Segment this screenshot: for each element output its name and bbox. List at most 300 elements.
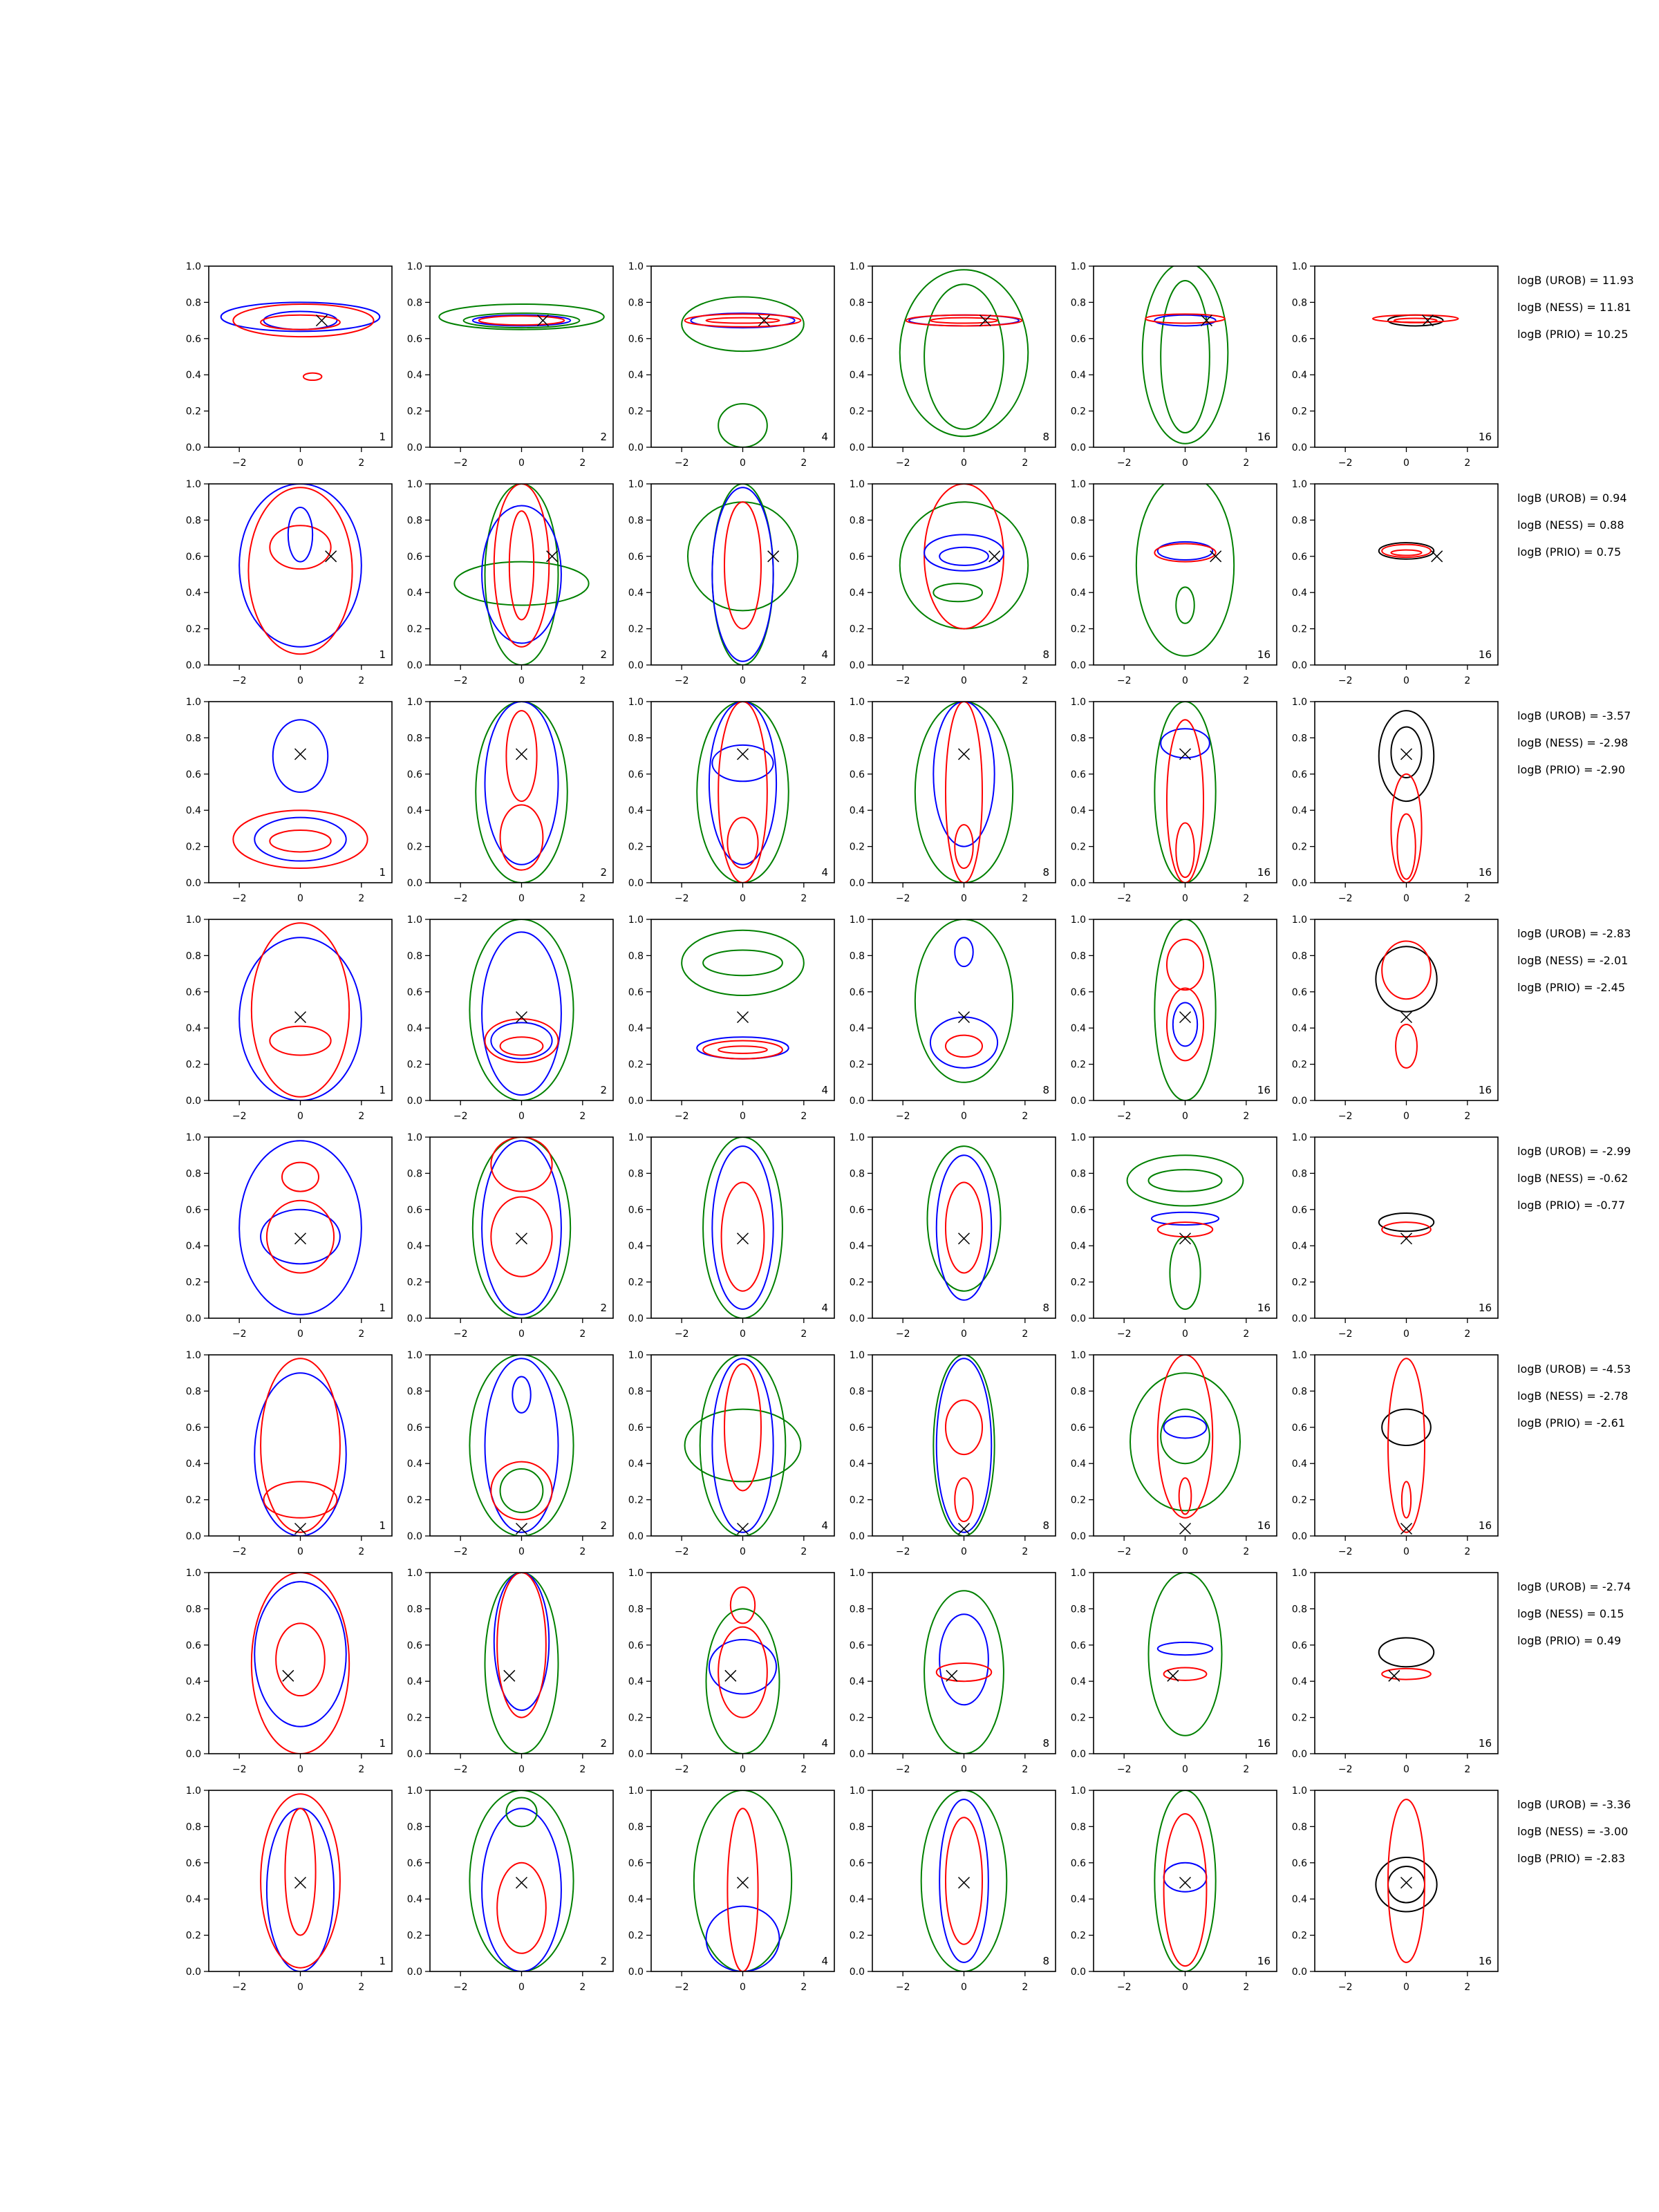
- x-tick-label: −2: [674, 458, 689, 469]
- panel-label: 1: [379, 1302, 386, 1314]
- x-tick-label: 0: [1403, 675, 1409, 686]
- y-tick-label: 0.6: [628, 986, 644, 998]
- y-tick-label: 0.0: [406, 660, 422, 671]
- y-tick-label: 0.4: [628, 1241, 644, 1253]
- contour-panel: [850, 261, 1056, 469]
- y-tick-label: 0.8: [628, 1821, 644, 1833]
- y-tick-label: 0.0: [628, 1531, 644, 1542]
- x-tick-label: 0: [1403, 893, 1409, 904]
- panel-label: 8: [1042, 1302, 1049, 1314]
- contour-line-blue: [482, 1141, 561, 1315]
- x-tick-label: 2: [358, 1111, 365, 1122]
- x-tick-label: 0: [1403, 1329, 1409, 1340]
- x-tick-label: 2: [1243, 1111, 1250, 1122]
- contour-line-red: [1396, 1024, 1417, 1068]
- y-tick-label: 0.0: [185, 1749, 201, 1760]
- y-tick-label: 0.4: [1070, 1894, 1086, 1906]
- x-tick-label: 2: [1243, 1764, 1250, 1775]
- y-tick-label: 0.0: [628, 1749, 644, 1760]
- contour-line-green: [1127, 1155, 1244, 1206]
- y-tick-label: 0.0: [406, 1749, 422, 1760]
- panel-label: 1: [379, 648, 386, 661]
- x-tick-label: −2: [232, 1982, 247, 1993]
- y-tick-label: 0.8: [406, 1604, 422, 1615]
- logb-annotation: logB (UROB) = -2.83: [1517, 927, 1631, 940]
- contour-panel: [186, 479, 392, 686]
- contour-line-blue: [482, 932, 561, 1095]
- contour-line-red: [267, 1201, 334, 1273]
- contour-line-red: [479, 316, 565, 325]
- contour-line-red: [955, 1478, 973, 1521]
- y-tick-label: 1.0: [1070, 1132, 1086, 1143]
- panel-label: 4: [821, 431, 828, 443]
- x-tick-label: 0: [1403, 458, 1409, 469]
- contour-panel: [850, 1132, 1056, 1340]
- y-tick-label: 0.8: [185, 1604, 201, 1615]
- true-value-marker: [295, 1877, 306, 1888]
- contour-line-red: [906, 315, 1022, 326]
- y-tick-label: 0.4: [185, 1241, 201, 1253]
- y-tick-label: 0.6: [1291, 1422, 1307, 1434]
- contour-panel: [186, 1785, 392, 1993]
- contour-line-green: [1149, 1170, 1222, 1191]
- y-tick-label: 0.8: [406, 297, 422, 309]
- y-tick-label: 1.0: [849, 1350, 865, 1361]
- contour-line-red: [706, 318, 780, 324]
- y-tick-label: 0.4: [1070, 370, 1086, 382]
- y-tick-label: 0.0: [1070, 1967, 1086, 1978]
- x-tick-label: 2: [800, 1546, 807, 1557]
- true-value-marker: [959, 749, 970, 760]
- y-tick-label: 0.0: [849, 1749, 865, 1760]
- y-tick-label: 0.6: [406, 1422, 422, 1434]
- contour-panel: [186, 1350, 392, 1557]
- y-tick-label: 0.6: [1291, 333, 1307, 345]
- contour-line-green: [697, 702, 789, 883]
- contour-line-blue: [221, 302, 380, 331]
- x-tick-label: −2: [895, 1982, 910, 1993]
- contour-line-red: [270, 1027, 330, 1056]
- y-tick-label: 0.2: [628, 1712, 644, 1724]
- y-tick-label: 0.4: [1291, 1894, 1307, 1906]
- y-tick-label: 0.2: [628, 1494, 644, 1506]
- x-tick-label: −2: [453, 675, 468, 686]
- x-tick-label: 2: [579, 1982, 586, 1993]
- x-tick-label: −2: [1116, 458, 1132, 469]
- y-tick-label: 0.0: [406, 1967, 422, 1978]
- contour-line-red: [946, 702, 982, 883]
- y-tick-label: 0.6: [185, 986, 201, 998]
- y-tick-label: 0.4: [849, 1459, 865, 1470]
- true-value-marker: [1180, 1877, 1191, 1888]
- y-tick-label: 0.6: [406, 986, 422, 998]
- axes-frame: [1094, 1355, 1277, 1536]
- y-tick-label: 0.0: [1070, 1531, 1086, 1542]
- plot-area: [1379, 1213, 1434, 1244]
- x-tick-label: 2: [1464, 893, 1471, 904]
- x-tick-label: 2: [1464, 458, 1471, 469]
- contour-line-red: [500, 1037, 543, 1055]
- y-tick-label: 0.4: [1291, 805, 1307, 817]
- y-tick-label: 0.2: [849, 624, 865, 635]
- contour-line-red: [722, 1183, 765, 1291]
- y-tick-label: 0.2: [849, 1712, 865, 1724]
- contour-line-red: [1158, 1355, 1213, 1518]
- y-tick-label: 0.8: [406, 1386, 422, 1398]
- logb-annotation: logB (PRIO) = -0.77: [1517, 1199, 1625, 1212]
- y-tick-label: 1.0: [628, 697, 644, 708]
- y-tick-label: 0.2: [1291, 406, 1307, 418]
- y-tick-label: 0.8: [849, 1168, 865, 1180]
- contour-line-red: [727, 1808, 758, 1971]
- x-tick-label: 0: [1182, 1329, 1188, 1340]
- contour-panel: [850, 1350, 1056, 1557]
- true-value-marker: [1401, 1877, 1412, 1888]
- y-tick-label: 0.6: [628, 1204, 644, 1216]
- contour-line-black: [1376, 1857, 1436, 1912]
- axes-frame: [872, 1355, 1056, 1536]
- x-tick-label: 2: [358, 1329, 365, 1340]
- x-tick-label: 2: [579, 893, 586, 904]
- contour-panel: [1071, 1785, 1277, 1993]
- x-tick-label: 0: [518, 1982, 525, 1993]
- y-tick-label: 0.2: [1070, 1277, 1086, 1288]
- x-tick-label: 2: [1022, 1329, 1029, 1340]
- panel-label: 16: [1257, 1955, 1271, 1967]
- y-tick-label: 0.6: [628, 1422, 644, 1434]
- contour-line-red: [233, 810, 367, 868]
- x-tick-label: −2: [232, 1546, 247, 1557]
- y-tick-label: 0.4: [849, 370, 865, 382]
- plot-area: [1379, 1638, 1434, 1681]
- contour-panel: [407, 261, 613, 469]
- axes-frame: [651, 1355, 834, 1536]
- contour-panel: [407, 1132, 613, 1340]
- plot-area: [1382, 1358, 1431, 1534]
- y-tick-label: 0.8: [628, 515, 644, 527]
- axes-frame: [1094, 1790, 1277, 1971]
- x-tick-label: 0: [740, 1546, 746, 1557]
- y-tick-label: 0.0: [849, 1313, 865, 1324]
- contour-line-red: [946, 1183, 982, 1273]
- x-tick-label: 2: [800, 1982, 807, 1993]
- figure-row: [186, 475, 1627, 686]
- panel-label: 16: [1257, 648, 1271, 661]
- true-value-marker: [1180, 1524, 1191, 1535]
- y-tick-label: 0.6: [406, 1640, 422, 1651]
- contour-line-red: [1391, 774, 1421, 883]
- y-tick-label: 0.6: [849, 1640, 865, 1651]
- y-tick-label: 0.4: [1070, 1676, 1086, 1688]
- y-tick-label: 0.8: [1070, 515, 1086, 527]
- axes-frame: [209, 1137, 392, 1318]
- y-tick-label: 0.6: [185, 1640, 201, 1651]
- y-tick-label: 0.4: [1070, 1023, 1086, 1035]
- y-tick-label: 0.2: [628, 1059, 644, 1071]
- y-tick-label: 1.0: [185, 1785, 201, 1797]
- y-tick-label: 0.0: [1291, 1096, 1307, 1107]
- y-tick-label: 0.8: [406, 733, 422, 744]
- y-tick-label: 1.0: [1070, 1568, 1086, 1579]
- true-value-marker: [283, 1670, 294, 1681]
- y-tick-label: 1.0: [185, 1568, 201, 1579]
- y-tick-label: 0.2: [628, 841, 644, 853]
- x-tick-label: −2: [895, 675, 910, 686]
- x-tick-label: 0: [1403, 1111, 1409, 1122]
- panel-label: 2: [600, 1302, 607, 1314]
- y-tick-label: 0.6: [849, 551, 865, 563]
- contour-line-red: [1176, 823, 1194, 878]
- y-tick-label: 0.8: [849, 515, 865, 527]
- plot-area: [900, 484, 1029, 629]
- y-tick-label: 0.6: [185, 1204, 201, 1216]
- y-tick-label: 0.2: [406, 1712, 422, 1724]
- y-tick-label: 0.4: [185, 805, 201, 817]
- panel-label: 16: [1257, 431, 1271, 443]
- x-tick-label: 0: [297, 458, 303, 469]
- true-value-marker: [980, 315, 991, 326]
- x-tick-label: 2: [800, 1764, 807, 1775]
- x-tick-label: 2: [800, 458, 807, 469]
- contour-panel: [186, 915, 392, 1122]
- contour-panel: [850, 479, 1056, 686]
- y-tick-label: 0.0: [628, 1096, 644, 1107]
- true-value-marker: [1422, 315, 1433, 326]
- plot-area: [706, 1587, 780, 1754]
- contour-line-green: [473, 1137, 570, 1318]
- x-tick-label: 0: [961, 1764, 967, 1775]
- contour-panel: [628, 261, 834, 469]
- x-tick-label: 2: [579, 458, 586, 469]
- y-tick-label: 0.8: [628, 1604, 644, 1615]
- panel-label: 16: [1257, 1737, 1271, 1750]
- plot-area: [239, 1141, 362, 1315]
- y-tick-label: 0.8: [628, 1168, 644, 1180]
- panel-label: 8: [1042, 1955, 1049, 1967]
- y-tick-label: 0.2: [849, 841, 865, 853]
- contour-line-blue: [261, 1210, 340, 1264]
- x-tick-label: 0: [518, 893, 525, 904]
- x-tick-label: −2: [1338, 1982, 1353, 1993]
- y-tick-label: 1.0: [406, 261, 422, 272]
- y-tick-label: 1.0: [628, 1785, 644, 1797]
- true-value-marker: [959, 1877, 970, 1888]
- contour-line-green: [718, 404, 767, 447]
- contour-panel: [407, 479, 613, 686]
- y-tick-label: 0.0: [1291, 660, 1307, 671]
- y-tick-label: 0.4: [628, 805, 644, 817]
- x-tick-label: 2: [1022, 1546, 1029, 1557]
- true-value-marker: [1389, 1670, 1400, 1681]
- figure-row: [186, 1568, 1631, 1775]
- x-tick-label: −2: [1116, 1764, 1132, 1775]
- y-tick-label: 0.2: [406, 1059, 422, 1071]
- panel-label: 2: [600, 1737, 607, 1750]
- contour-line-blue: [254, 1373, 346, 1536]
- y-tick-label: 0.8: [849, 950, 865, 962]
- plot-area: [1154, 1790, 1215, 1971]
- y-tick-label: 0.2: [185, 1277, 201, 1288]
- axes-frame: [1315, 1137, 1498, 1318]
- contour-line-red: [1402, 1481, 1411, 1517]
- y-tick-label: 0.2: [406, 1494, 422, 1506]
- contour-line-green: [682, 930, 804, 995]
- contour-line-red: [270, 830, 330, 852]
- y-tick-label: 0.8: [185, 950, 201, 962]
- x-tick-label: 2: [358, 675, 365, 686]
- x-tick-label: 2: [358, 1546, 365, 1557]
- y-tick-label: 0.4: [185, 588, 201, 599]
- y-tick-label: 0.8: [849, 297, 865, 309]
- axes-frame: [1315, 484, 1498, 665]
- x-tick-label: −2: [453, 1329, 468, 1340]
- contour-panel: [186, 697, 392, 904]
- y-tick-label: 1.0: [406, 915, 422, 926]
- plot-area: [1154, 919, 1215, 1100]
- x-tick-label: −2: [453, 458, 468, 469]
- y-tick-label: 0.0: [1070, 442, 1086, 453]
- contour-line-red: [497, 1863, 546, 1953]
- contour-panel: [628, 697, 834, 904]
- y-tick-label: 1.0: [1070, 1785, 1086, 1797]
- plot-area: [682, 930, 804, 1059]
- contour-line-green: [900, 270, 1029, 436]
- logb-annotation: logB (NESS) = -3.00: [1517, 1825, 1629, 1838]
- true-value-marker: [516, 1011, 527, 1022]
- y-tick-label: 1.0: [1070, 479, 1086, 490]
- contour-panel: [186, 261, 392, 469]
- true-value-marker: [989, 551, 1000, 562]
- y-tick-label: 0.2: [1070, 1712, 1086, 1724]
- panel-label: 8: [1042, 1737, 1049, 1750]
- axes-frame: [1315, 266, 1498, 447]
- x-tick-label: 0: [961, 675, 967, 686]
- panel-label: 2: [600, 1519, 607, 1532]
- contour-line-red: [1167, 939, 1203, 990]
- contour-line-green: [706, 1609, 780, 1754]
- y-tick-label: 0.4: [406, 1241, 422, 1253]
- contour-line-blue: [1152, 1212, 1219, 1225]
- y-tick-label: 0.6: [185, 551, 201, 563]
- contour-panel: [850, 1785, 1056, 1993]
- x-tick-label: 2: [1243, 1329, 1250, 1340]
- x-tick-label: −2: [453, 1764, 468, 1775]
- y-tick-label: 0.8: [628, 297, 644, 309]
- y-tick-label: 0.6: [1291, 769, 1307, 780]
- y-tick-label: 0.0: [185, 1531, 201, 1542]
- contour-line-red: [261, 1358, 340, 1533]
- contour-line-red: [946, 1035, 982, 1057]
- y-tick-label: 0.4: [406, 1023, 422, 1035]
- x-tick-label: 0: [1182, 1111, 1188, 1122]
- y-tick-label: 0.8: [1070, 1168, 1086, 1180]
- plot-area: [239, 484, 362, 654]
- y-tick-label: 0.6: [849, 1422, 865, 1434]
- true-value-marker: [1432, 551, 1443, 562]
- y-tick-label: 0.8: [849, 1386, 865, 1398]
- contour-line-blue: [937, 1358, 992, 1533]
- x-tick-label: 0: [961, 1546, 967, 1557]
- contour-line-red: [276, 1623, 325, 1696]
- x-tick-label: 0: [518, 675, 525, 686]
- plot-area: [924, 1591, 1004, 1754]
- contour-line-green: [476, 702, 568, 883]
- y-tick-label: 1.0: [628, 1132, 644, 1143]
- x-tick-label: 2: [1022, 1111, 1029, 1122]
- y-tick-label: 0.6: [1070, 1204, 1086, 1216]
- x-tick-label: 2: [1464, 1329, 1471, 1340]
- y-tick-label: 0.0: [406, 1096, 422, 1107]
- contour-line-green: [933, 1355, 994, 1536]
- x-tick-label: 2: [1243, 675, 1250, 686]
- y-tick-label: 0.2: [1070, 406, 1086, 418]
- contour-line-blue: [706, 1906, 780, 1971]
- logb-annotation: logB (UROB) = -3.57: [1517, 709, 1631, 722]
- y-tick-label: 1.0: [1070, 915, 1086, 926]
- y-tick-label: 0.0: [628, 878, 644, 889]
- y-tick-label: 0.8: [1291, 733, 1307, 744]
- contour-panel: [628, 479, 834, 686]
- x-tick-label: 0: [297, 1329, 303, 1340]
- x-tick-label: −2: [453, 1546, 468, 1557]
- y-tick-label: 0.2: [1070, 1494, 1086, 1506]
- axes-frame: [209, 919, 392, 1100]
- axes-frame: [651, 266, 834, 447]
- y-tick-label: 0.8: [1291, 1386, 1307, 1398]
- y-tick-label: 1.0: [628, 915, 644, 926]
- panel-label: 16: [1257, 1084, 1271, 1096]
- y-tick-label: 1.0: [406, 1568, 422, 1579]
- x-tick-label: 0: [1182, 675, 1188, 686]
- contour-line-black: [1388, 1866, 1425, 1902]
- axes-frame: [430, 1355, 613, 1536]
- y-tick-label: 1.0: [406, 1132, 422, 1143]
- x-tick-label: 2: [579, 1546, 586, 1557]
- y-tick-label: 0.0: [406, 1531, 422, 1542]
- panel-label: 16: [1257, 1519, 1271, 1532]
- y-tick-label: 0.8: [406, 950, 422, 962]
- y-tick-label: 0.2: [628, 1930, 644, 1942]
- y-tick-label: 0.2: [849, 1059, 865, 1071]
- plot-area: [915, 702, 1013, 883]
- plot-area: [454, 484, 588, 665]
- true-value-marker: [295, 749, 306, 760]
- plot-area: [233, 720, 367, 868]
- contour-line-red: [1179, 1478, 1192, 1514]
- plot-area: [1143, 263, 1228, 444]
- y-tick-label: 0.8: [1070, 297, 1086, 309]
- logb-annotation: logB (UROB) = -2.99: [1517, 1145, 1631, 1158]
- contour-line-red: [1382, 941, 1431, 999]
- x-tick-label: −2: [674, 1111, 689, 1122]
- y-tick-label: 1.0: [849, 261, 865, 272]
- axes-frame: [1315, 702, 1498, 883]
- contour-line-green: [454, 562, 588, 606]
- plot-area: [703, 1137, 782, 1318]
- contour-line-green: [1161, 1409, 1210, 1464]
- true-value-marker: [504, 1670, 515, 1681]
- panel-label: 4: [821, 1084, 828, 1096]
- x-tick-label: 2: [358, 458, 365, 469]
- y-tick-label: 0.6: [1070, 1422, 1086, 1434]
- contour-line-red: [1391, 550, 1421, 556]
- y-tick-label: 0.4: [1070, 1241, 1086, 1253]
- y-tick-label: 0.0: [628, 660, 644, 671]
- y-tick-label: 0.2: [1070, 841, 1086, 853]
- y-tick-label: 0.0: [849, 878, 865, 889]
- y-tick-label: 0.8: [185, 515, 201, 527]
- y-tick-label: 1.0: [1291, 1785, 1307, 1797]
